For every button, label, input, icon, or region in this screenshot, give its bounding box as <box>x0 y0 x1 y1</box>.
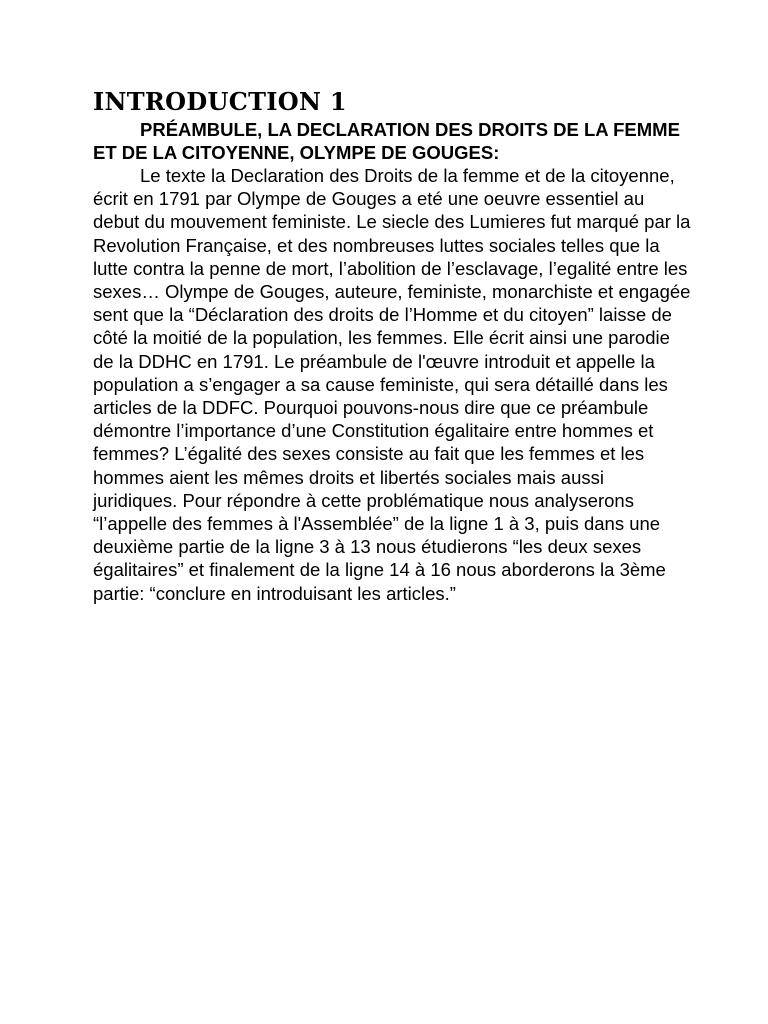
body-paragraph: Le texte la Declaration des Droits de la femme et de la citoyenne, écrit en 1791 par Olympe de Gouges a eté une oeuvre essentiel au debut du mouvement feministe. Le siecle des Lumieres fut marqué par la Revolution Française, et des nombreuses luttes sociales telles que la lutte contra la penne de mort, l’abolition de l’esclavage, l’egalité entre les sexes… Olympe de Gouges, auteure, feministe, monarchiste et engagée sent que la “Déclaration des droits de l’Homme et du citoyen” laisse de côté la moitié de la population, les femmes. Elle écrit ainsi une parodie de la DDHC en 1791. Le préambule de l'œuvre introduit et appelle la population a s’engager a sa cause feministe, qui sera détaillé dans les articles de la DDFC. Pourquoi pouvons-nous dire que ce préambule démontre l’importance d’une Constitution égalitaire entre hommes et femmes? L’égalité des sexes consiste au fait que les femmes et les hommes aient les mêmes droits et libertés sociales mais aussi juridiques. Pour répondre à cette problématique nous analyserons “l’appelle des femmes à l'Assemblée” de la ligne 1 à 3, puis dans une deuxième partie de la ligne 3 à 13 nous étudierons “les deux sexes égalitaires” et finalement de la ligne 14 à 16 nous aborderons la 3ème partie: “conclure en introduisant les articles.” <box>93 165 691 604</box>
document-title: INTRODUCTION 1 <box>93 87 347 116</box>
document-subtitle: PRÉAMBULE, LA DECLARATION DES DROITS DE LA FEMME ET DE LA CITOYENNE, OLYMPE DE GOUGES: <box>93 119 680 163</box>
document-page <box>93 88 693 605</box>
